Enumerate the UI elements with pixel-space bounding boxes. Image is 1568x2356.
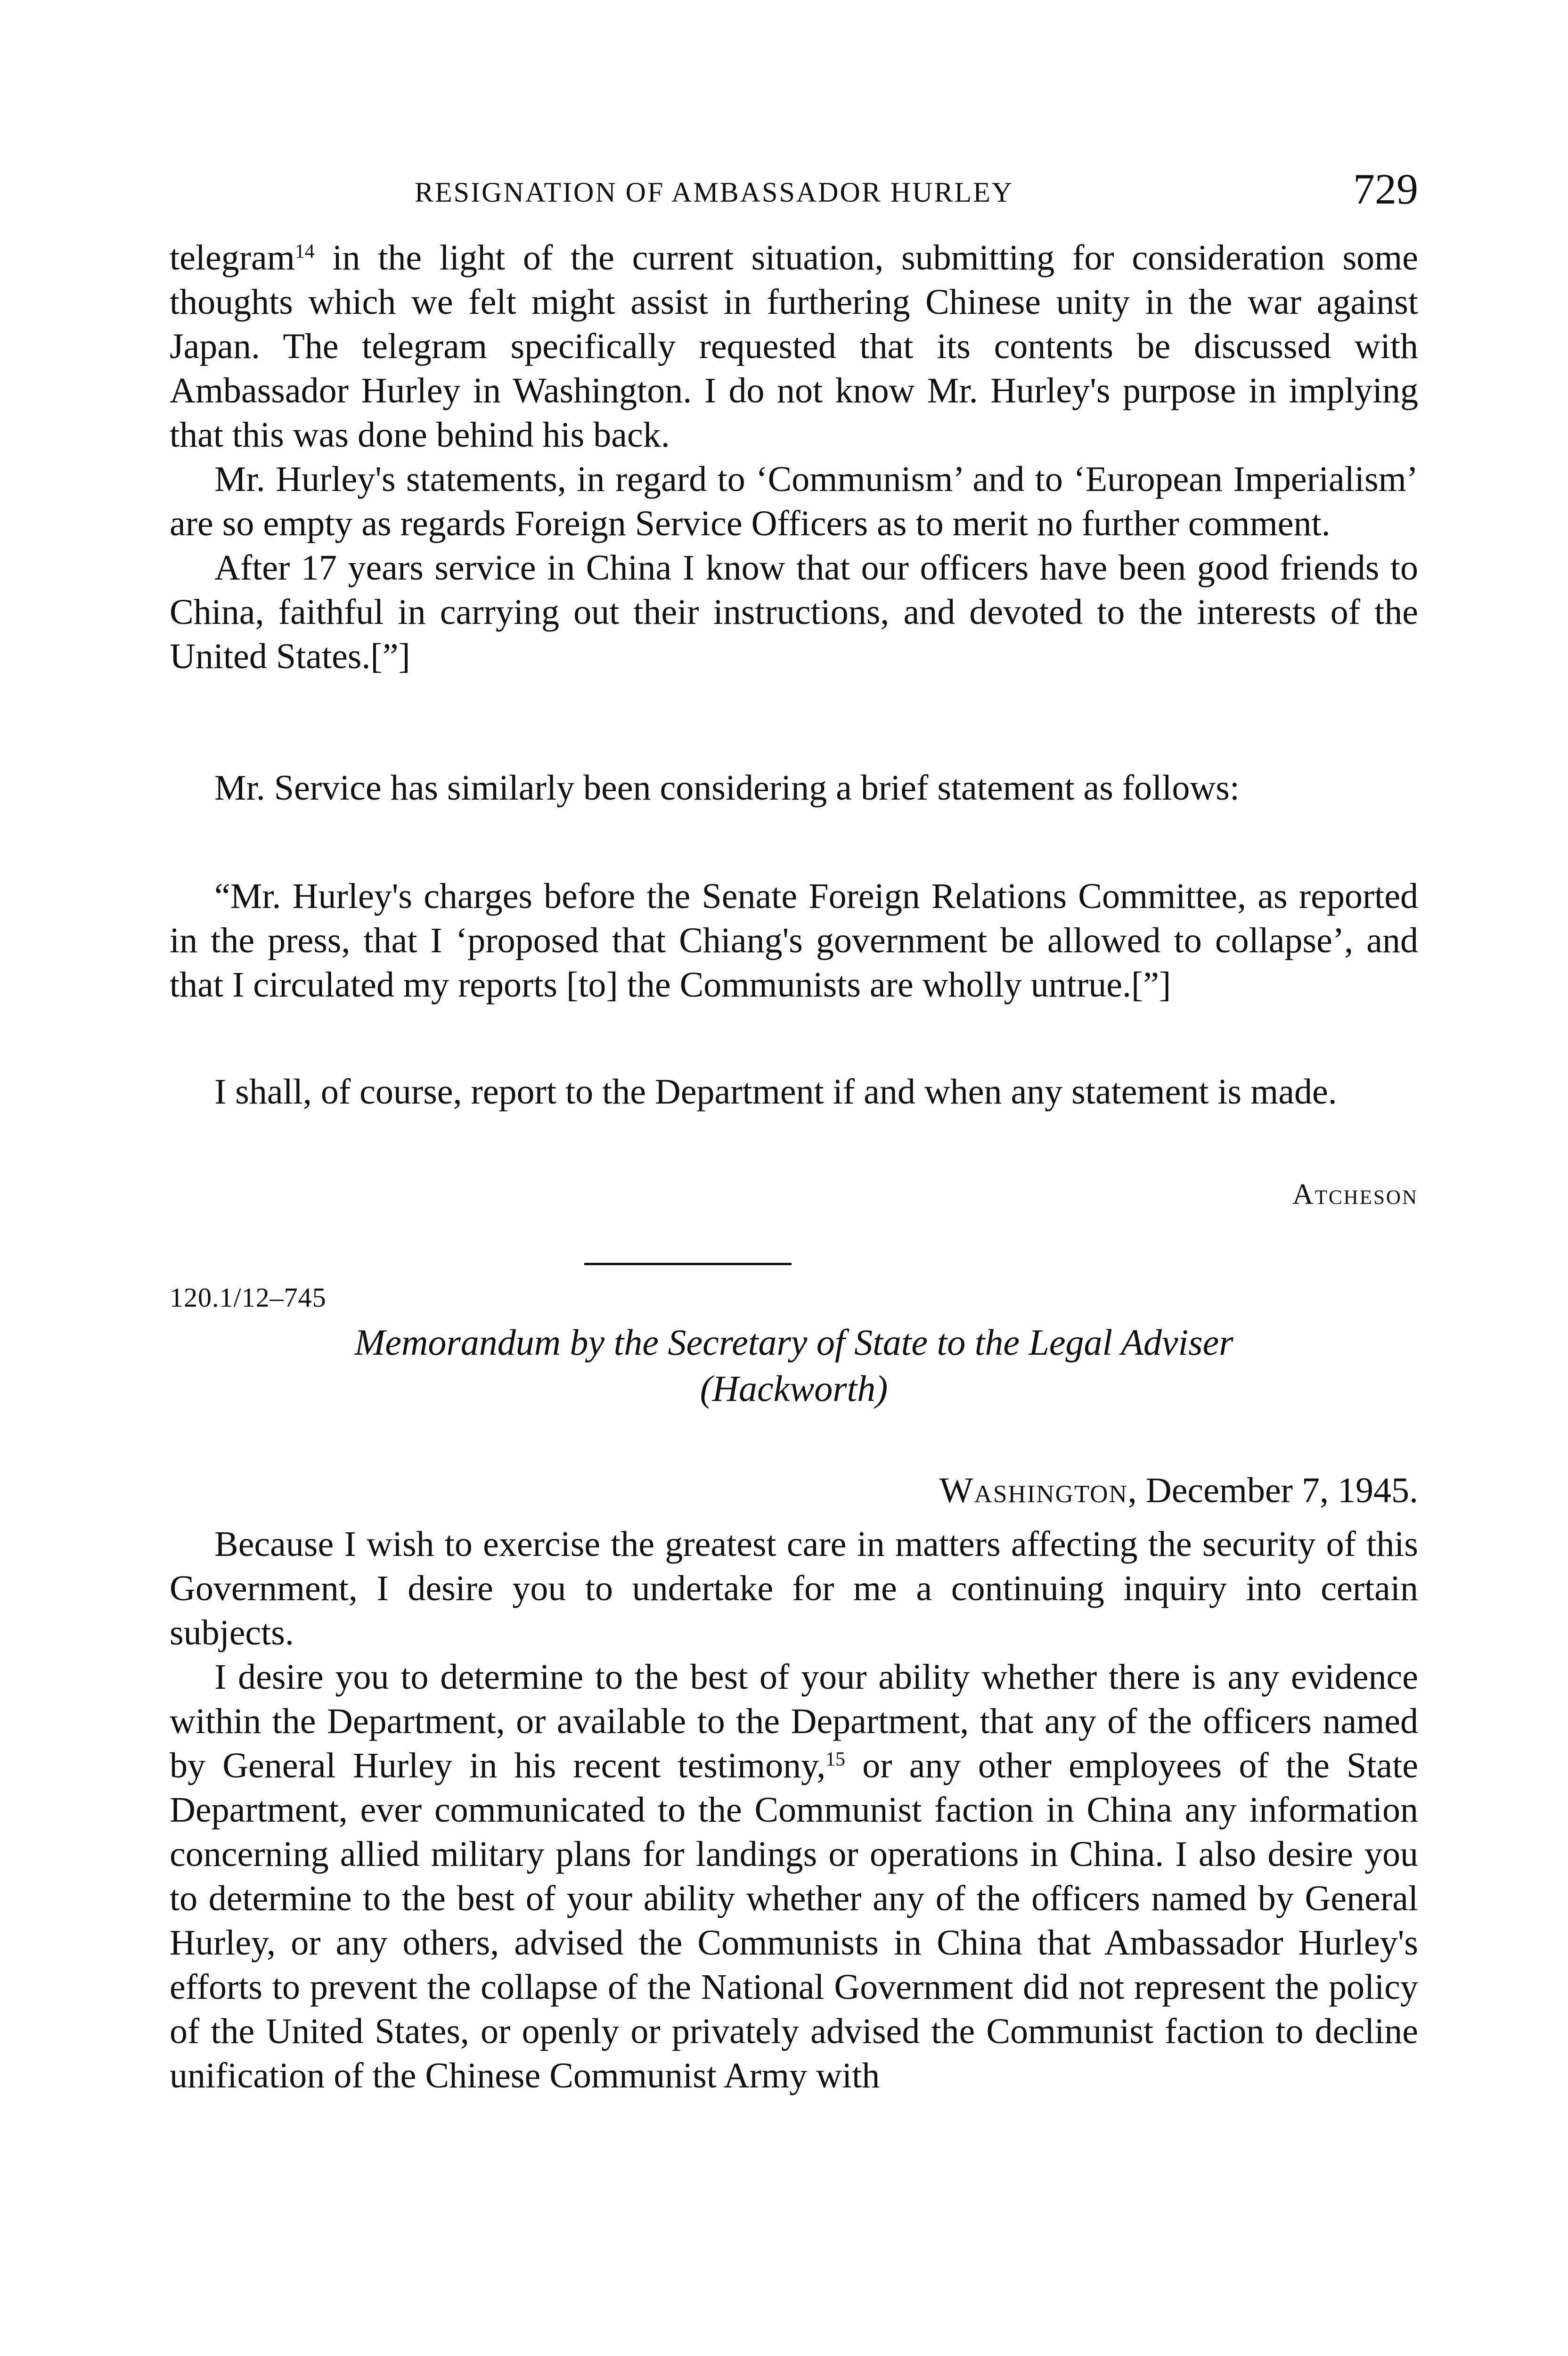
footnote-ref-14[interactable]: 14 xyxy=(294,240,315,262)
footnote-ref-15[interactable]: 15 xyxy=(825,1748,846,1770)
memo-title-line-1: Memorandum by the Secretary of State to the Legal Adviser xyxy=(354,1322,1233,1363)
memo-body xyxy=(170,1522,1418,2098)
dateline-date: , December 7, 1945. xyxy=(1127,1471,1418,1510)
memo-paragraph-1: Because I wish to exercise the greatest care in matters affecting the security of this Government, I desire you to undertake for me a continuing inquiry into certain subjects. xyxy=(170,1524,1418,1652)
document-page xyxy=(170,0,1418,2356)
section-divider xyxy=(584,1263,792,1265)
service-intro: Mr. Service has similarly been considering a brief statement as follows: xyxy=(214,768,1240,808)
signature-atcheson: Atcheson xyxy=(1292,1178,1418,1211)
service-quote: “Mr. Hurley's charges before the Senate Foreign Relations Committee, as reported in the press, that I ‘proposed that Chiang's government be allowed to collapse’, and that I circulated my reports [to] the Communists are wholly untrue.[”] xyxy=(170,876,1418,1005)
running-title: RESIGNATION OF AMBASSADOR HURLEY xyxy=(415,177,1014,208)
continued-statement xyxy=(170,236,1418,679)
file-number: 120.1/12–745 xyxy=(170,1282,327,1313)
memo-title-line-2: (Hackworth) xyxy=(700,1368,888,1409)
memo-paragraph-2: I desire you to determine to the best of your ability whether there is any evidence within the Department, or available to the Department, that any of the officers named by General Hurley in his recent testimony,$^{15}$ or any other employees of the State Department, ever communicated to the Communist faction in China any information concerning allied military plans for landings or operations in China. I also desire you to determine to the best of your ability whether any of the officers named by General Hurley, or any others, advised the Communists in China that Ambassador Hurley's efforts to prevent the collapse of the National Government did not represent the policy of the United States, or openly or privately advised the Communist faction to decline unification of the Chinese Communist Army with xyxy=(170,1657,1419,2095)
paragraph-officers: After 17 years service in China I know that our officers have been good friends to China, faithful in carrying out their instructions, and devoted to the interests of the United States.[”] xyxy=(170,548,1418,676)
page-number: 729 xyxy=(1353,165,1418,213)
memo-title xyxy=(170,1319,1418,1412)
dateline-place: Washington xyxy=(939,1471,1128,1510)
paragraph-statements: Mr. Hurley's statements, in regard to ‘Communism’ and to ‘European Imperialism’ are so empty as regards Foreign Service Officers as to merit no further comment. xyxy=(170,459,1418,543)
paragraph-telegram: telegram$^{14}$ in the light of the current situation, submitting for consideration some thoughts which we felt might assist in furthering Chinese unity in the war against Japan. The telegram specifically requested that its contents be discussed with Ambassador Hurley in Washington. I do not know Mr. Hurley's purpose in implying that this was done behind his back. xyxy=(170,238,1418,455)
closing-paragraph: I shall, of course, report to the Department if and when any statement is made. xyxy=(214,1072,1337,1112)
running-header xyxy=(170,165,1418,217)
dateline xyxy=(939,1470,1418,1511)
